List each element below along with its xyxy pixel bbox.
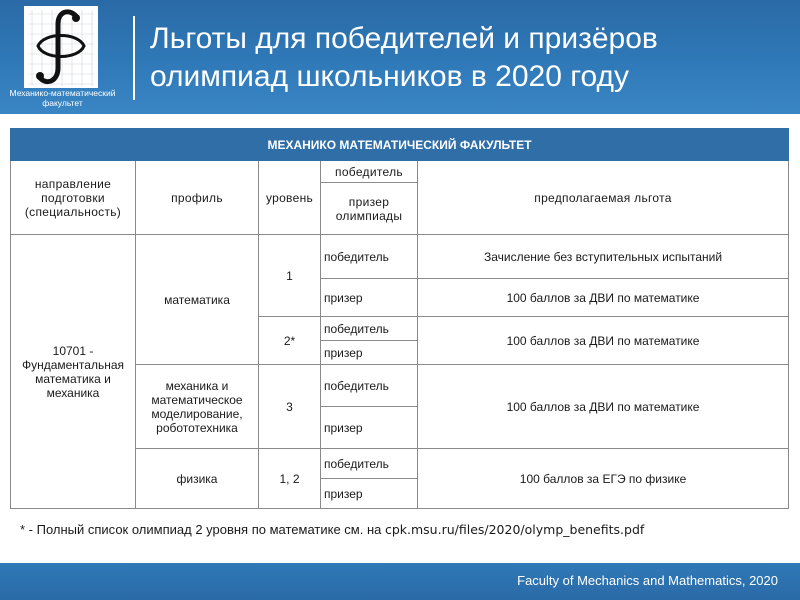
level-cell: 1: [259, 235, 321, 317]
header-bar: [0, 0, 800, 114]
header-winner: победитель: [321, 161, 418, 183]
profile-cell: механика и математическое моделирование, робототехника: [136, 365, 259, 449]
level-cell: 1, 2: [259, 449, 321, 509]
footnote-text: * - Полный список олимпиад 2 уровня по математике см. на: [20, 522, 385, 537]
status-cell: победитель: [321, 365, 418, 407]
faculty-band: МЕХАНИКО МАТЕМАТИЧЕСКИЙ ФАКУЛЬТЕТ: [11, 129, 789, 161]
footnote: [20, 522, 790, 537]
level-cell: 2*: [259, 317, 321, 365]
benefit-cell: 100 баллов за ЕГЭ по физике: [418, 449, 789, 509]
page-title: Льготы для победителей и призёров олимпиад школьников в 2020 году: [150, 22, 658, 93]
status-cell: победитель: [321, 449, 418, 479]
logo-caption: Механико-математический факультет: [9, 88, 116, 108]
status-cell: победитель: [321, 235, 418, 279]
header-direction: направление подготовки (специальность): [11, 161, 136, 235]
status-cell: призер: [321, 341, 418, 365]
header-prize: призер олимпиады: [321, 183, 418, 235]
faculty-logo-icon: [24, 6, 98, 88]
status-cell: победитель: [321, 317, 418, 341]
status-cell: призер: [321, 479, 418, 509]
header-level: уровень: [259, 161, 321, 235]
header-profile: профиль: [136, 161, 259, 235]
profile-cell: физика: [136, 449, 259, 509]
faculty-logo: [24, 6, 98, 88]
benefit-cell: 100 баллов за ДВИ по математике: [418, 317, 789, 365]
footnote-link[interactable]: cpk.msu.ru/files/2020/olymp_benefits.pdf: [384, 522, 645, 537]
status-cell: призер: [321, 279, 418, 317]
benefits-table: [10, 128, 789, 509]
footer-bar: [0, 563, 800, 600]
header-benefit: предполагаемая льгота: [418, 161, 789, 235]
profile-cell: математика: [136, 235, 259, 365]
benefit-cell: 100 баллов за ДВИ по математике: [418, 365, 789, 449]
level-cell: 3: [259, 365, 321, 449]
benefit-cell: 100 баллов за ДВИ по математике: [418, 279, 789, 317]
benefits-table-wrap: [10, 128, 788, 509]
header-divider: [133, 16, 135, 100]
benefit-cell: Зачисление без вступительных испытаний: [418, 235, 789, 279]
footer-text: Faculty of Mechanics and Mathematics, 2020: [517, 573, 778, 588]
status-cell: призер: [321, 407, 418, 449]
direction-cell: 10701 - Фундаментальная математика и механика: [11, 235, 136, 509]
